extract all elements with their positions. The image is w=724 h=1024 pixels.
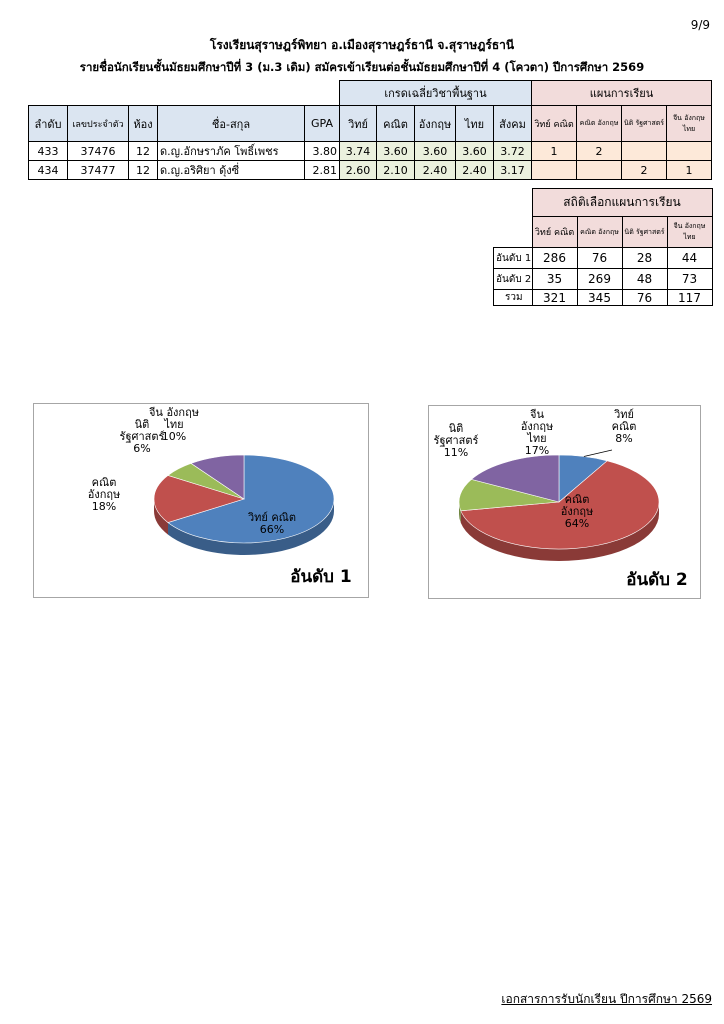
col-plan1: วิทย์ คณิต xyxy=(532,106,577,142)
footer-text: เอกสารการรับนักเรียน ปีการศึกษา 2569 xyxy=(501,992,712,1006)
pie-data-label: นิติรัฐศาสตร์ 6% xyxy=(119,418,165,455)
pie-chart-rank-1 xyxy=(33,403,369,598)
cell-name: ด.ญ.อักษราภัค โพธิ์เพชร xyxy=(158,142,305,161)
cell-plan3 xyxy=(622,142,667,161)
document-title: รายชื่อนักเรียนชั้นมัธยมศึกษาปีที่ 3 (ม.3 เดิม) สมัครเข้าเรียนต่อชั้นมัธยมศึกษาปีที่ 4 (โควตา) ปีการศึกษา 2569 xyxy=(79,60,645,74)
stats-cell: 269 xyxy=(577,269,622,290)
cell-gpa: 3.80 xyxy=(305,142,340,161)
col-social: สังคม xyxy=(494,106,532,142)
chart-title: อันดับ 2 xyxy=(626,570,688,590)
cell-plan2: 2 xyxy=(577,142,622,161)
pie-chart-svg xyxy=(429,406,700,598)
stats-cell: 321 xyxy=(532,290,577,306)
stats-col: วิทย์ คณิต xyxy=(532,217,577,248)
stats-col: คณิต อังกฤษ xyxy=(577,217,622,248)
cell-room: 12 xyxy=(129,161,158,180)
pie-data-label: จีน อังกฤษไทย 10% xyxy=(148,406,200,443)
stats-row-label: อันดับ 1 xyxy=(494,248,533,269)
stats-row-label: อันดับ 2 xyxy=(494,269,533,290)
cell-room: 12 xyxy=(129,142,158,161)
pie-data-label: นิติรัฐศาสตร์ 11% xyxy=(433,422,479,459)
stats-col: นิติ รัฐศาสตร์ xyxy=(622,217,667,248)
cell-plan1 xyxy=(532,161,577,180)
pie-data-label: คณิตอังกฤษ 18% xyxy=(87,476,121,513)
stats-cell: 73 xyxy=(667,269,712,290)
cell-sci: 2.60 xyxy=(340,161,377,180)
stats-table xyxy=(493,188,713,306)
stats-cell: 117 xyxy=(667,290,712,306)
school-name: โรงเรียนสุราษฎร์พิทยา อ.เมืองสุราษฎร์ธานี จ.สุราษฎร์ธานี xyxy=(209,38,515,52)
stats-cell: 76 xyxy=(622,290,667,306)
pie-data-label: จีนอังกฤษไทย 17% xyxy=(520,408,554,457)
stats-col: จีน อังกฤษ ไทย xyxy=(667,217,712,248)
col-room: ห้อง xyxy=(129,106,158,142)
col-plan3: นิติ รัฐศาสตร์ xyxy=(622,106,667,142)
cell-student-id: 37476 xyxy=(68,142,129,161)
col-order: ลำดับ xyxy=(29,106,68,142)
pie-chart-svg xyxy=(34,404,368,597)
cell-sci: 3.74 xyxy=(340,142,377,161)
col-eng: อังกฤษ xyxy=(415,106,456,142)
cell-student-id: 37477 xyxy=(68,161,129,180)
stats-row xyxy=(494,290,713,306)
cell-math: 3.60 xyxy=(377,142,415,161)
pie-data-label: คณิตอังกฤษ 64% xyxy=(560,493,594,530)
col-student-id: เลขประจำตัว xyxy=(68,106,129,142)
cell-plan2 xyxy=(577,161,622,180)
table-row xyxy=(29,142,712,161)
table-row xyxy=(29,161,712,180)
col-thai: ไทย xyxy=(456,106,494,142)
cell-thai: 2.40 xyxy=(456,161,494,180)
cell-plan4: 1 xyxy=(667,161,712,180)
pie-chart-rank-2 xyxy=(428,405,701,599)
cell-plan1: 1 xyxy=(532,142,577,161)
student-table xyxy=(28,80,712,180)
col-name: ชื่อ-สกุล xyxy=(158,106,305,142)
cell-eng: 2.40 xyxy=(415,161,456,180)
stats-row-label: รวม xyxy=(494,290,533,306)
col-plan2: คณิต อังกฤษ xyxy=(577,106,622,142)
chart-title: อันดับ 1 xyxy=(290,567,352,587)
stats-row xyxy=(494,248,713,269)
plans-group-header: แผนการเรียน xyxy=(532,81,712,106)
cell-thai: 3.60 xyxy=(456,142,494,161)
cell-gpa: 2.81 xyxy=(305,161,340,180)
col-plan4: จีน อังกฤษ ไทย xyxy=(667,106,712,142)
stats-cell: 48 xyxy=(622,269,667,290)
leader-line xyxy=(584,450,612,456)
grades-group-header: เกรดเฉลี่ยวิชาพื้นฐาน xyxy=(340,81,532,106)
stats-cell: 35 xyxy=(532,269,577,290)
pie-data-label: วิทย์ คณิต 66% xyxy=(247,511,297,536)
col-gpa: GPA xyxy=(305,106,340,142)
cell-plan4 xyxy=(667,142,712,161)
page-number: 9/9 xyxy=(690,18,710,32)
stats-cell: 76 xyxy=(577,248,622,269)
cell-order: 434 xyxy=(29,161,68,180)
stats-cell: 28 xyxy=(622,248,667,269)
stats-cell: 286 xyxy=(532,248,577,269)
cell-social: 3.72 xyxy=(494,142,532,161)
cell-plan3: 2 xyxy=(622,161,667,180)
stats-cell: 345 xyxy=(577,290,622,306)
cell-social: 3.17 xyxy=(494,161,532,180)
cell-math: 2.10 xyxy=(377,161,415,180)
cell-order: 433 xyxy=(29,142,68,161)
cell-name: ด.ญ.อริศิยา ดุ้งซี่ xyxy=(158,161,305,180)
col-sci: วิทย์ xyxy=(340,106,377,142)
col-math: คณิต xyxy=(377,106,415,142)
stats-title: สถิติเลือกแผนการเรียน xyxy=(532,189,712,217)
cell-eng: 3.60 xyxy=(415,142,456,161)
stats-cell: 44 xyxy=(667,248,712,269)
pie-data-label: วิทย์คณิต 8% xyxy=(611,408,637,445)
stats-row xyxy=(494,269,713,290)
